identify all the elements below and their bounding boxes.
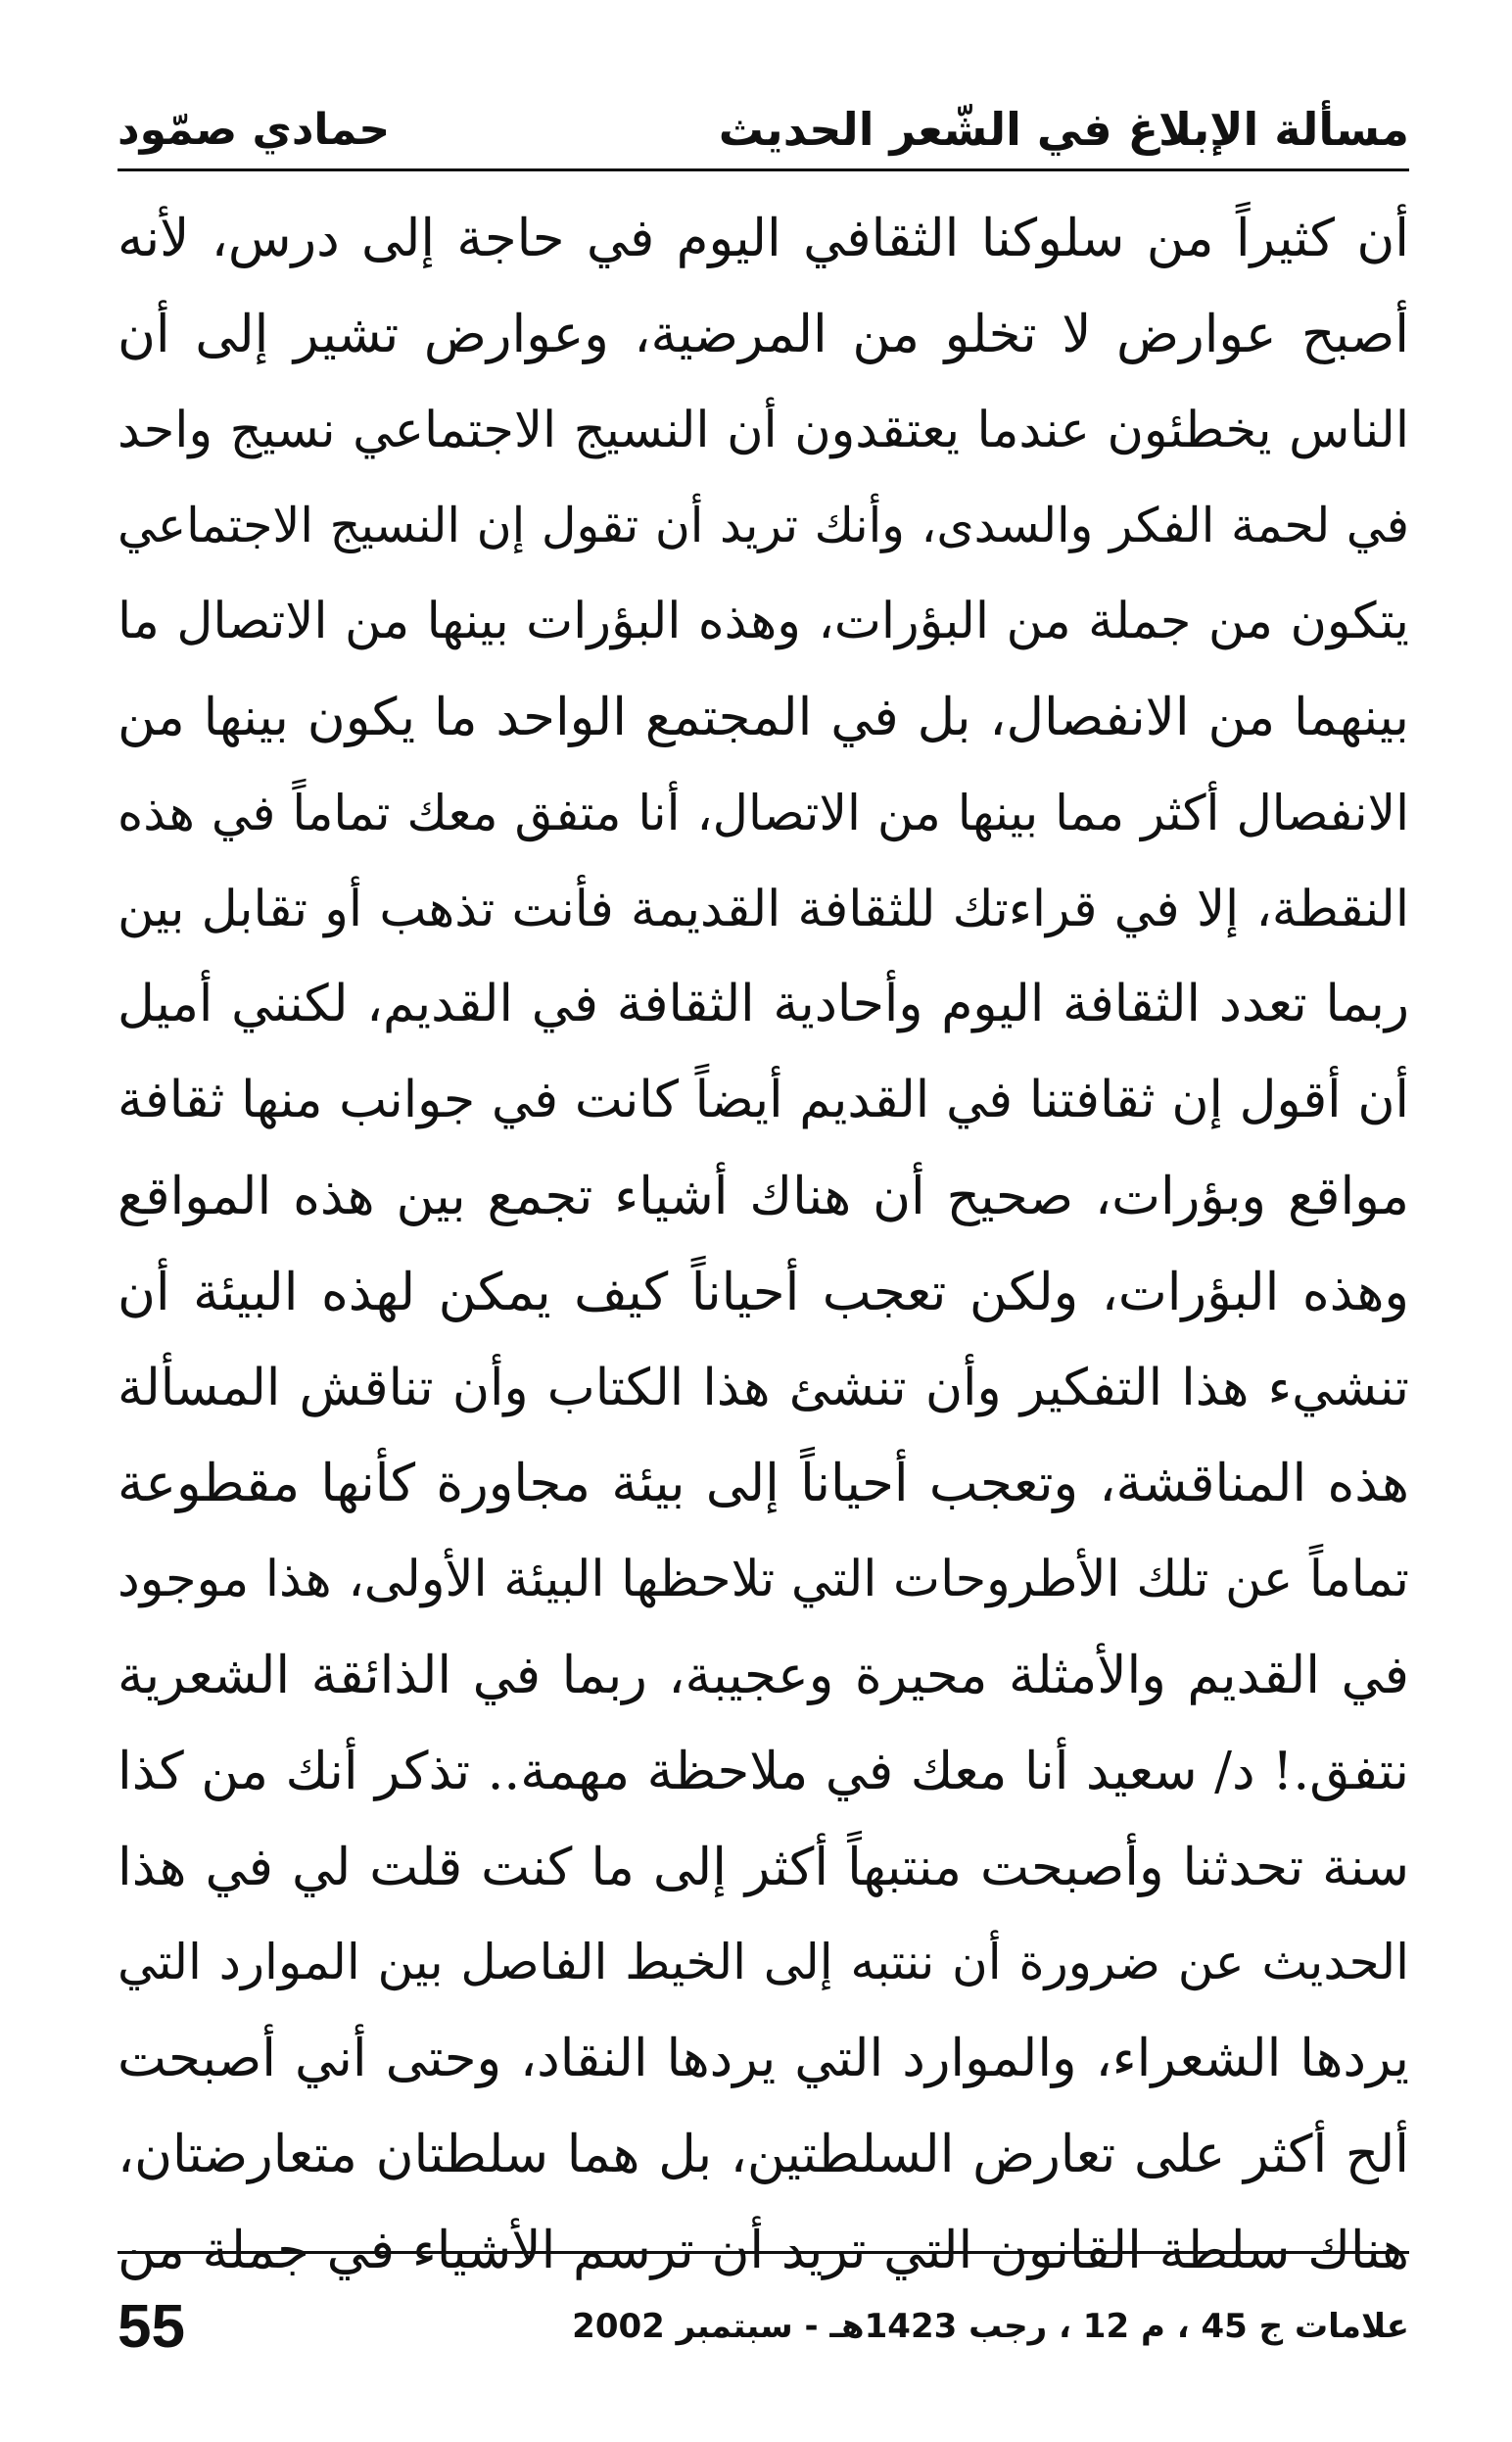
body-text (118, 191, 1409, 2299)
text-line: ألح أكثر على تعارض السلطتين، بل هما سلطتان متعارضتان، (118, 2124, 1409, 2184)
text-line: تنشيء هذا التفكير وأن تنشئ هذا الكتاب وأن تناقش المسألة (118, 1358, 1409, 1417)
header-divider (118, 168, 1409, 171)
text-line: يردها الشعراء، والموارد التي يردها النقاد، وحتى أني أصبحت (118, 2029, 1409, 2089)
text-line: النقطة، إلا في قراءتك للثقافة القديمة فأنت تذهب أو تقابل بين (118, 880, 1409, 938)
text-line: ربما تعدد الثقافة اليوم وأحادية الثقافة في القديم، لكنني أميل (118, 975, 1409, 1034)
text-line: الحديث عن ضرورة أن ننتبه إلى الخيط الفاصل بين الموارد التي (118, 1934, 1409, 1991)
footer-divider (118, 2251, 1409, 2254)
running-header-author: حمادي صمّود (118, 105, 391, 156)
text-line: أن أقول إن ثقافتنا في القديم أيضاً كانت في جوانب منها ثقافة (118, 1071, 1409, 1130)
text-line: سنة تحدثنا وأصبحت منتبهاً أكثر إلى ما كنت قلت لي في هذا (118, 1837, 1409, 1897)
text-line: نتفق.! د/ سعيد أنا معك في ملاحظة مهمة.. تذكر أنك من كذا (118, 1741, 1409, 1801)
text-line: مواقع وبؤرات، صحيح أن هناك أشياء تجمع بين هذه المواقع (118, 1166, 1409, 1226)
text-line: في القديم والأمثلة محيرة وعجيبة، ربما في الذائقة الشعرية (118, 1645, 1409, 1705)
running-header-title: مسألة الإبلاغ في الشّعر الحديث (718, 102, 1409, 156)
text-line: تماماً عن تلك الأطروحات التي تلاحظها البيئة الأولى، هذا موجود (118, 1551, 1409, 1609)
running-header (118, 78, 1409, 157)
text-line: بينهما من الانفصال، بل في المجتمع الواحد ما يكون بينها من (118, 687, 1409, 747)
text-line: وهذه البؤرات، ولكن تعجب أحياناً كيف يمكن لهذه البيئة أن (118, 1262, 1409, 1322)
page-number: 55 (118, 2292, 185, 2361)
text-line: أن كثيراً من سلوكنا الثقافي اليوم في حاجة إلى درس، لأنه (118, 209, 1409, 268)
text-line: أصبح عوارض لا تخلو من المرضية، وعوارض تشير إلى أن (118, 304, 1409, 364)
journal-citation: علامات ج 45 ، م 12 ، رجب 1423هـ - سبتمبر 2002 (572, 2307, 1409, 2346)
running-footer (118, 2287, 1409, 2366)
text-line: يتكون من جملة من البؤرات، وهذه البؤرات بينها من الاتصال ما (118, 593, 1409, 651)
text-line: الناس يخطئون عندما يعتقدون أن النسيج الاجتماعي نسيج واحد (118, 401, 1409, 459)
text-line: هناك سلطة القانون التي تريد أن ترسم الأشياء في جملة من (118, 2220, 1409, 2280)
text-line: في لحمة الفكر والسدى، وأنك تريد أن تقول إن النسيج الاجتماعي (118, 498, 1409, 554)
text-line: هذه المناقشة، وتعجب أحياناً إلى بيئة مجاورة كأنها مقطوعة (118, 1454, 1409, 1514)
text-line: الانفصال أكثر مما بينها من الاتصال، أنا متفق معك تماماً في هذه (118, 784, 1409, 841)
